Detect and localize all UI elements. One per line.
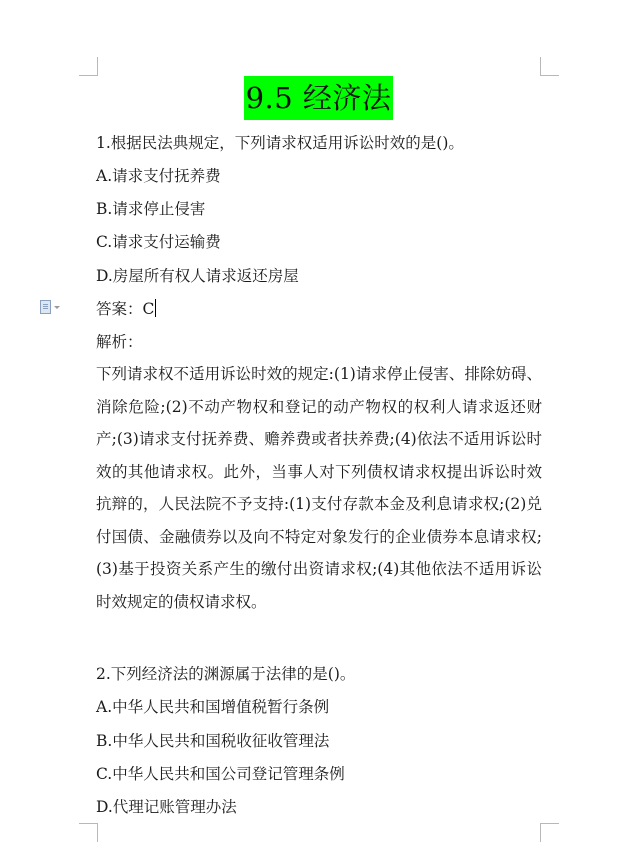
- crop-mark-top-left: [79, 57, 98, 76]
- question-2-stem: 2.下列经济法的渊源属于法律的是()。: [96, 665, 356, 683]
- text-cursor: [155, 299, 156, 317]
- question-1-stem: 1.根据民法典规定，下列请求权适用诉讼时效的是()。: [96, 134, 464, 152]
- question-2-option-b: B.中华人民共和国税收征收管理法: [96, 732, 330, 750]
- question-2-option-c: C.中华人民共和国公司登记管理条例: [96, 765, 345, 783]
- question-1-option-b: B.请求停止侵害: [96, 200, 206, 218]
- analysis-paragraph: 下列请求权不适用诉讼时效的规定:(1)请求停止侵害、排除妨碍、消除危险;(2)不动产物权和登记的动产物权的权利人请求返还财产;(3)请求支付抚养费、赡养费或者扶养费;(4)依法不适用诉讼时效的其他请求权。此外，当事人对下列债权请求权提出诉讼时效抗辩的，人民法院不予支持:(1)支付存款本金及利息请求权;(2)兑付国债、金融债券以及向不特定对象发行的企业债券本息请求权;(3)基于投资关系产生的缴付出资请求权;(4)其他依法不适用诉讼时效规定的债权请求权。: [96, 365, 542, 611]
- answer-line: [96, 298, 156, 320]
- page-title: 9.5 经济法: [244, 76, 394, 120]
- analysis-label: 解析：: [96, 333, 143, 351]
- answer-label: 答案：: [96, 300, 143, 318]
- title-wrapper: [0, 76, 637, 120]
- question-2-option-d: D.代理记账管理办法: [96, 798, 237, 816]
- crop-mark-bottom-right: [540, 823, 559, 842]
- question-2-option-a: A.中华人民共和国增值税暂行条例: [96, 698, 330, 716]
- question-1-option-c: C.请求支付运输费: [96, 233, 221, 251]
- answer-value[interactable]: C: [142, 300, 155, 318]
- paragraph-marker-icon[interactable]: [40, 300, 68, 314]
- crop-mark-bottom-left: [79, 823, 98, 842]
- question-1-option-d: D.房屋所有权人请求返还房屋: [96, 267, 299, 285]
- crop-mark-top-right: [540, 57, 559, 76]
- question-1-option-a: A.请求支付抚养费: [96, 167, 221, 185]
- caret-down-icon: [54, 306, 60, 309]
- document-icon: [40, 300, 51, 314]
